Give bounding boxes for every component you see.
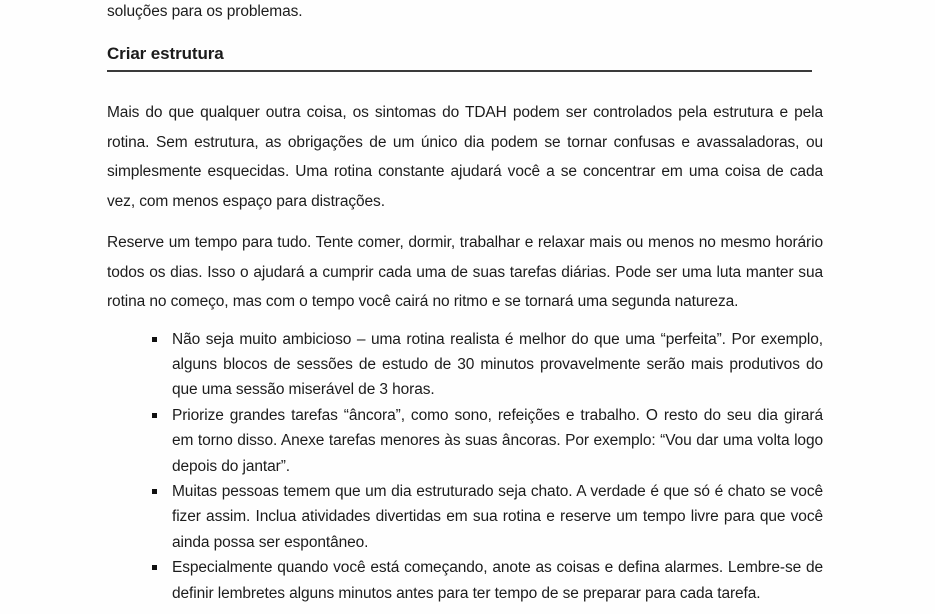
bullet-text: Especialmente quando você está começando, anote as coisas e defina alarmes. Lembre-se de definir lembretes alguns minutos antes para ter tempo de se preparar para cada tarefa. (172, 559, 823, 602)
page-top-text-fragment: soluções para os problemas. (107, 3, 303, 20)
paragraph-structure-intro: Mais do que qualquer outra coisa, os sintomas do TDAH podem ser controlados pela estrutura e pela rotina. Sem estrutura, as obrigações de um único dia podem se tornar confusas e avassaladoras, ou simplesmente esquecidas. Uma rotina constante ajudará você a se concentrar em uma coisa de cada vez, com menos espaço para distrações. (107, 104, 823, 210)
list-item (107, 479, 823, 555)
square-bullet-icon (152, 489, 157, 494)
square-bullet-icon (152, 337, 157, 342)
bullet-list (107, 327, 823, 606)
square-bullet-icon (152, 413, 157, 418)
list-item (107, 327, 823, 403)
list-item (107, 555, 823, 606)
square-bullet-icon (152, 565, 157, 570)
section-heading: Criar estrutura (107, 44, 812, 72)
bullet-text: Muitas pessoas temem que um dia estruturado seja chato. A verdade é que só é chato se você fizer assim. Inclua atividades divertidas em sua rotina e reserve um tempo livre para que você ainda possa ser espontâneo. (172, 482, 823, 551)
paragraph-reserve-time: Reserve um tempo para tudo. Tente comer, dormir, trabalhar e relaxar mais ou menos no mesmo horário todos os dias. Isso o ajudará a cumprir cada uma de suas tarefas diárias. Pode ser uma luta manter sua rotina no começo, mas com o tempo você cairá no ritmo e se tornará uma segunda natureza. (107, 234, 823, 310)
bullet-text: Priorize grandes tarefas “âncora”, como sono, refeições e trabalho. O resto do seu dia girará em torno disso. Anexe tarefas menores às suas âncoras. Por exemplo: “Vou dar uma volta logo depois do jantar”. (172, 406, 823, 475)
bullet-text: Não seja muito ambicioso – uma rotina realista é melhor do que uma “perfeita”. Por exemplo, alguns blocos de sessões de estudo de 30 minutos provavelmente serão mais produtivos do que uma sessão miserável de 3 horas. (172, 330, 823, 399)
list-item (107, 403, 823, 479)
